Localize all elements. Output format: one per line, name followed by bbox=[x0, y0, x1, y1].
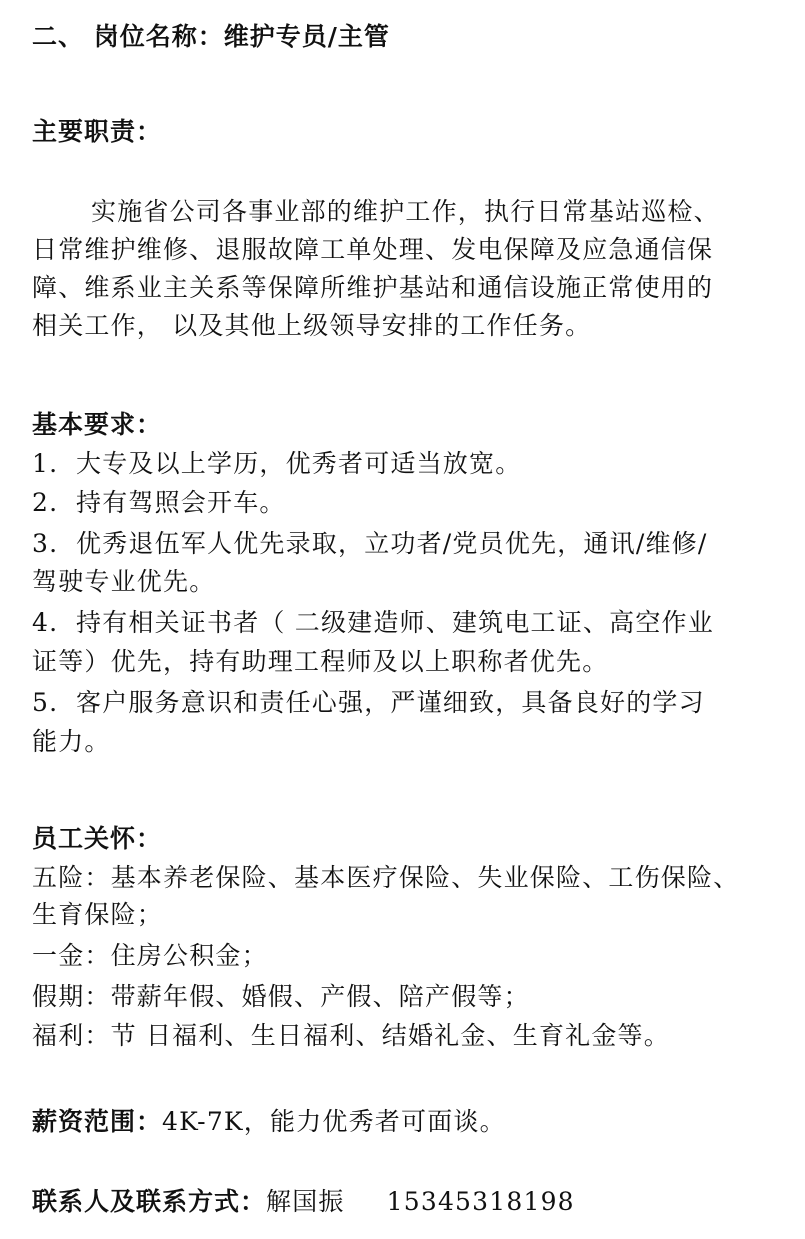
salary-value: 4K-7K，能力优秀者可面谈。 bbox=[162, 1107, 506, 1136]
requirement-item bbox=[32, 486, 286, 520]
care-heading: 员工关怀： bbox=[32, 824, 163, 853]
care-line: 五险：基本养老保险、基本医疗保险、失业保险、工伤保险、 bbox=[32, 863, 740, 892]
requirement-number: 3. bbox=[32, 529, 59, 558]
contact-name: 解国振 bbox=[266, 1187, 345, 1216]
requirement-text-continued: 证等）优先，持有助理工程师及以上职称者优先。 bbox=[32, 647, 609, 676]
requirement-text-continued: 能力。 bbox=[32, 727, 111, 756]
requirements-heading: 基本要求： bbox=[32, 410, 163, 439]
requirement-item bbox=[32, 447, 521, 481]
duties-line: 相关工作， 以及其他上级领导安排的工作任务。 bbox=[32, 311, 592, 340]
requirement-number: 2. bbox=[32, 488, 59, 517]
requirement-item bbox=[32, 527, 707, 561]
salary-label: 薪资范围： bbox=[32, 1107, 163, 1136]
duties-heading: 主要职责： bbox=[32, 117, 163, 146]
duties-line: 实施省公司各事业部的维护工作，执行日常基站巡检、 bbox=[91, 197, 720, 226]
duties-line: 日常维护维修、退服故障工单处理、发电保障及应急通信保 bbox=[32, 235, 714, 264]
requirement-text: 客户服务意识和责任心强，严谨细致，具备良好的学习 bbox=[76, 688, 705, 717]
salary-row bbox=[32, 1105, 506, 1139]
contact-phone: 15345318198 bbox=[386, 1187, 575, 1216]
duties-line: 障、维系业主关系等保障所维护基站和通信设施正常使用的 bbox=[32, 273, 714, 302]
contact-row bbox=[32, 1185, 575, 1219]
requirement-number: 4. bbox=[32, 608, 59, 637]
requirement-text: 大专及以上学历，优秀者可适当放宽。 bbox=[76, 449, 522, 478]
requirement-text: 持有相关证书者（ 二级建造师、建筑电工证、高空作业 bbox=[76, 608, 714, 637]
requirement-text-continued: 驾驶专业优先。 bbox=[32, 567, 216, 596]
requirement-number: 1. bbox=[32, 449, 59, 478]
requirement-text: 持有驾照会开车。 bbox=[76, 488, 286, 517]
care-line: 一金：住房公积金； bbox=[32, 941, 268, 970]
requirement-number: 5. bbox=[32, 688, 59, 717]
care-line: 假期：带薪年假、婚假、产假、陪产假等； bbox=[32, 982, 530, 1011]
contact-label: 联系人及联系方式： bbox=[32, 1187, 267, 1216]
requirement-text: 优秀退伍军人优先录取，立功者/党员优先，通讯/维修/ bbox=[76, 529, 708, 558]
requirement-item bbox=[32, 606, 714, 640]
care-line: 福利：节 日福利、生日福利、结婚礼金、生育礼金等。 bbox=[32, 1021, 670, 1050]
job-title: 二、 岗位名称：维护专员/主管 bbox=[32, 22, 390, 51]
care-line: 生育保险； bbox=[32, 900, 164, 929]
requirement-item bbox=[32, 686, 705, 720]
